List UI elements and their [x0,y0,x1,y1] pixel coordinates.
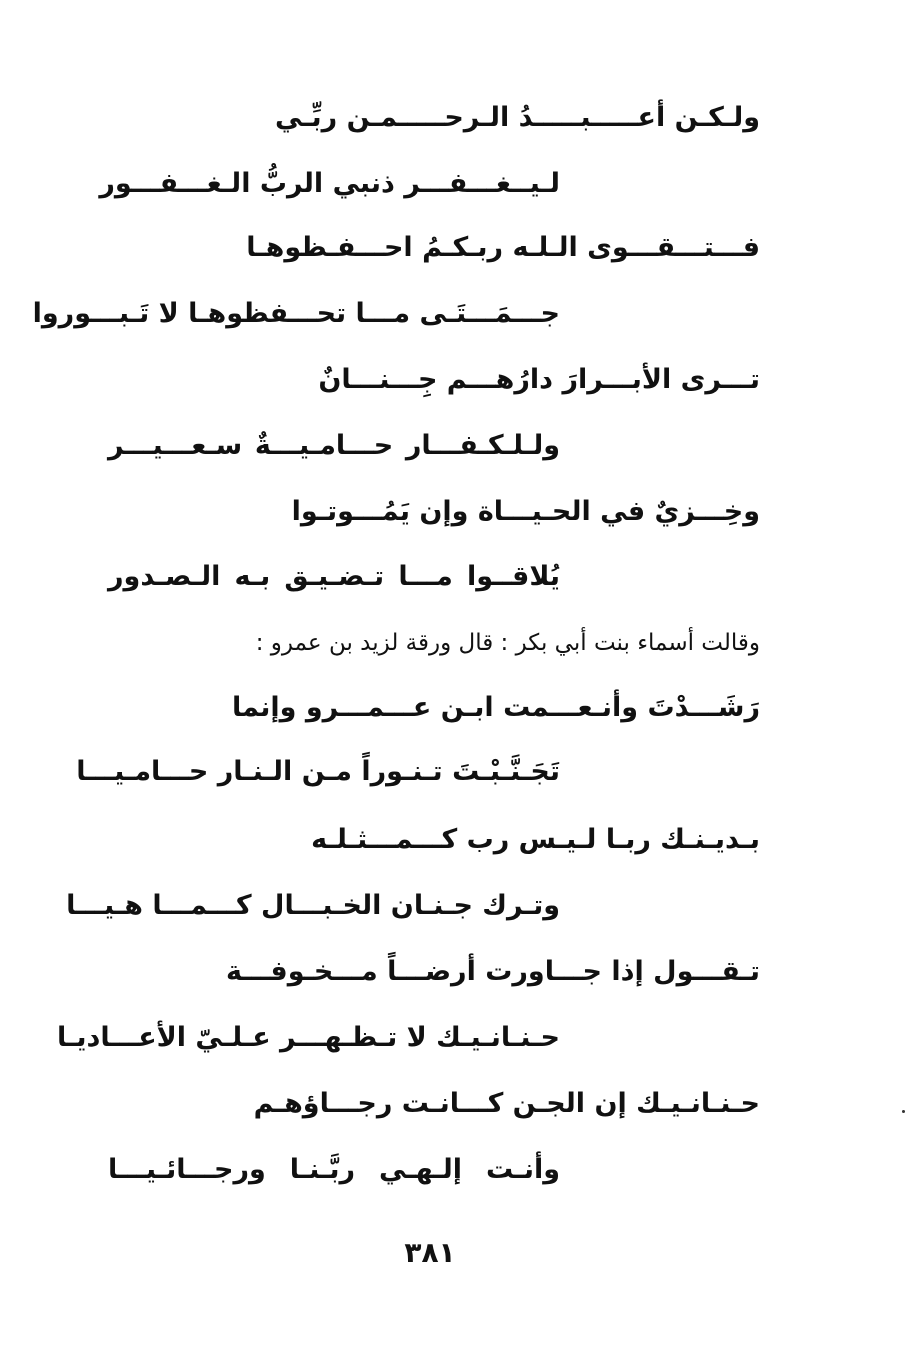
verse-line-6-first-hemistich: بـديـنـك ربـا لـيـس رب كـــمـــثـلـه [311,824,760,855]
scan-speck [902,1110,905,1113]
page-number: ٣٨١ [404,1236,456,1269]
verse-line-7-second-hemistich: حـنـانـيـك لا تـظـهـــر عـلـيّ الأعـــاديـا [57,1022,560,1053]
verse-line-8-second-hemistich: وأنـت إلـهـي ربَّـنـا ورجـــائـيـــا [108,1154,560,1185]
verse-line-4-second-hemistich: يُلاقــوا مـــا تـضـيـق بـه الـصـدور [108,561,560,592]
verse-line-3-second-hemistich: ولـلـكـفـــار حـــامـيـــةٌ سـعـــيـــر [108,430,560,461]
verse-line-1-second-hemistich: لـيــغـــفـــر ذنبي الربُّ الـغـــفـــور [99,168,560,199]
verse-line-5-second-hemistich: تَجَـنَّـبْـتَ تـنـوراً مـن الـنـار حـــامـيـــا [76,756,560,787]
verse-line-8-first-hemistich: حـنـانـيـك إن الجـن كـــانـت رجـــاؤهـم [253,1088,760,1119]
verse-line-2-second-hemistich: جـــمَـــتَـى مـــا تحـــفظوهـا لا تَـبـــوروا [32,298,560,329]
verse-line-1-first-hemistich: ولـكـن أعـــــبـــــدُ الـرحـــــمـن ربِّـي [274,102,760,133]
verse-line-5-first-hemistich: رَشَـــدْتَ وأنـعـــمت ابـن عـــمـــرو وإنما [232,692,760,723]
verse-line-4-first-hemistich: وخِـــزيٌ في الحـيـــاة وإن يَمُـــوتـوا [291,496,760,527]
verse-line-3-first-hemistich: تـــرى الأبـــرارَ دارُهـــم جِـــنـــانٌ [318,364,760,395]
verse-line-6-second-hemistich: وتـرك جـنـان الخـبـــال كـــمـــا هـيـــا [66,890,560,921]
verse-line-7-first-hemistich: تـقـــول إذا جـــاورت أرضـــاً مـــخـوفـــة [225,956,760,987]
verse-line-2-first-hemistich: فـــتـــقـــوى الـلـه ربـكـمُ احـــفـظوهـا [246,232,760,263]
narration-line: وقالت أسماء بنت أبي بكر : قال ورقة لزيد بن عمرو : [255,630,760,656]
